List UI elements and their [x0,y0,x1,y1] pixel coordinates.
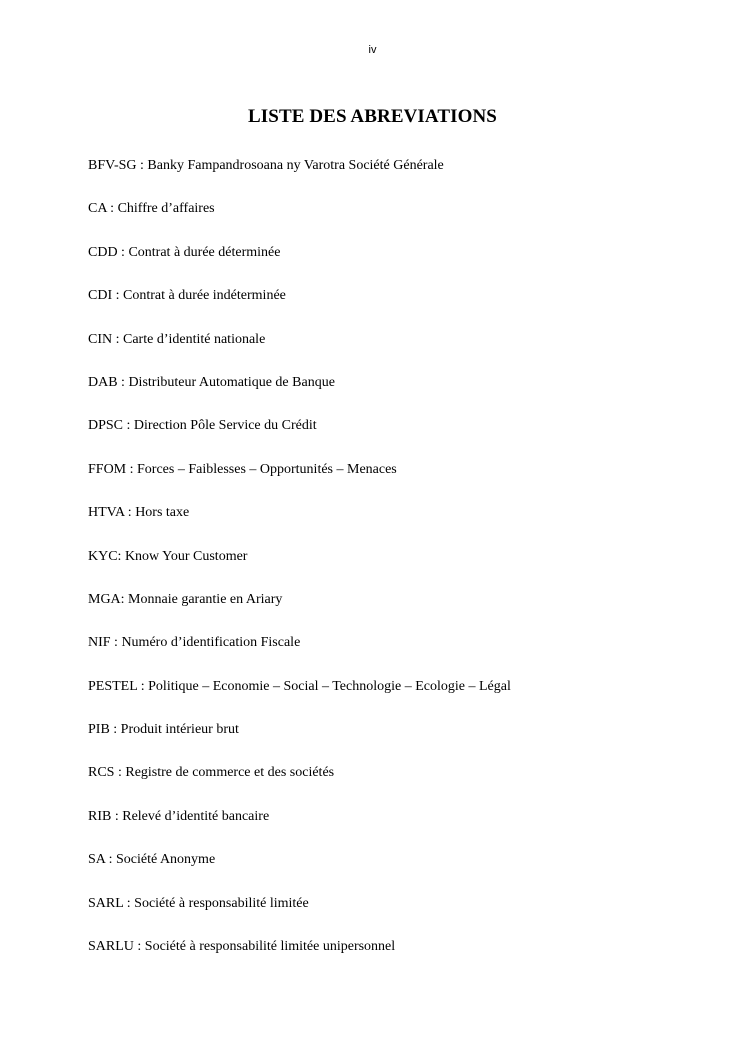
abbreviation-item-rib: RIB : Relevé d’identité bancaire [88,808,270,824]
abbreviation-item-pib: PIB : Produit intérieur brut [88,722,239,738]
abbreviation-item-rcs: RCS : Registre de commerce et des sociétés [88,765,335,781]
abbreviation-item-sarl: SARL : Société à responsabilité limitée [88,895,309,911]
abbreviation-item-dab: DAB : Distributeur Automatique de Banque [88,374,335,390]
abbreviation-item-sa: SA : Société Anonyme [88,852,216,868]
page-number: iv [368,44,377,56]
abbreviation-item-pestel: PESTEL : Politique – Economie – Social – Technologie – Ecologie – Légal [88,678,511,694]
page-title: LISTE DES ABREVIATIONS [248,106,497,127]
abbreviation-list [88,157,708,981]
abbreviation-item-mga: MGA: Monnaie garantie en Ariary [88,591,283,607]
abbreviation-item-bfv-sg: BFV-SG : Banky Fampandrosoana ny Varotra Société Générale [88,158,444,173]
abbreviation-item-nif: NIF : Numéro d’identification Fiscale [88,635,301,651]
abbreviation-item-dpsc: DPSC : Direction Pôle Service du Crédit [88,418,317,434]
abbreviation-item-ffom: FFOM : Forces – Faiblesses – Opportunités – Menaces [88,461,397,477]
abbreviation-item-ca: CA : Chiffre d’affaires [88,201,215,217]
abbreviation-item-cin: CIN : Carte d’identité nationale [88,331,266,347]
abbreviation-item-kyc: KYC: Know Your Customer [88,548,248,564]
abbreviation-item-sarlu: SARLU : Société à responsabilité limitée unipersonnel [88,939,396,955]
abbreviation-item-htva: HTVA : Hors taxe [88,505,190,521]
abbreviation-item-cdi: CDI : Contrat à durée indéterminée [88,288,286,304]
abbreviation-item-cdd: CDD : Contrat à durée déterminée [88,244,281,260]
